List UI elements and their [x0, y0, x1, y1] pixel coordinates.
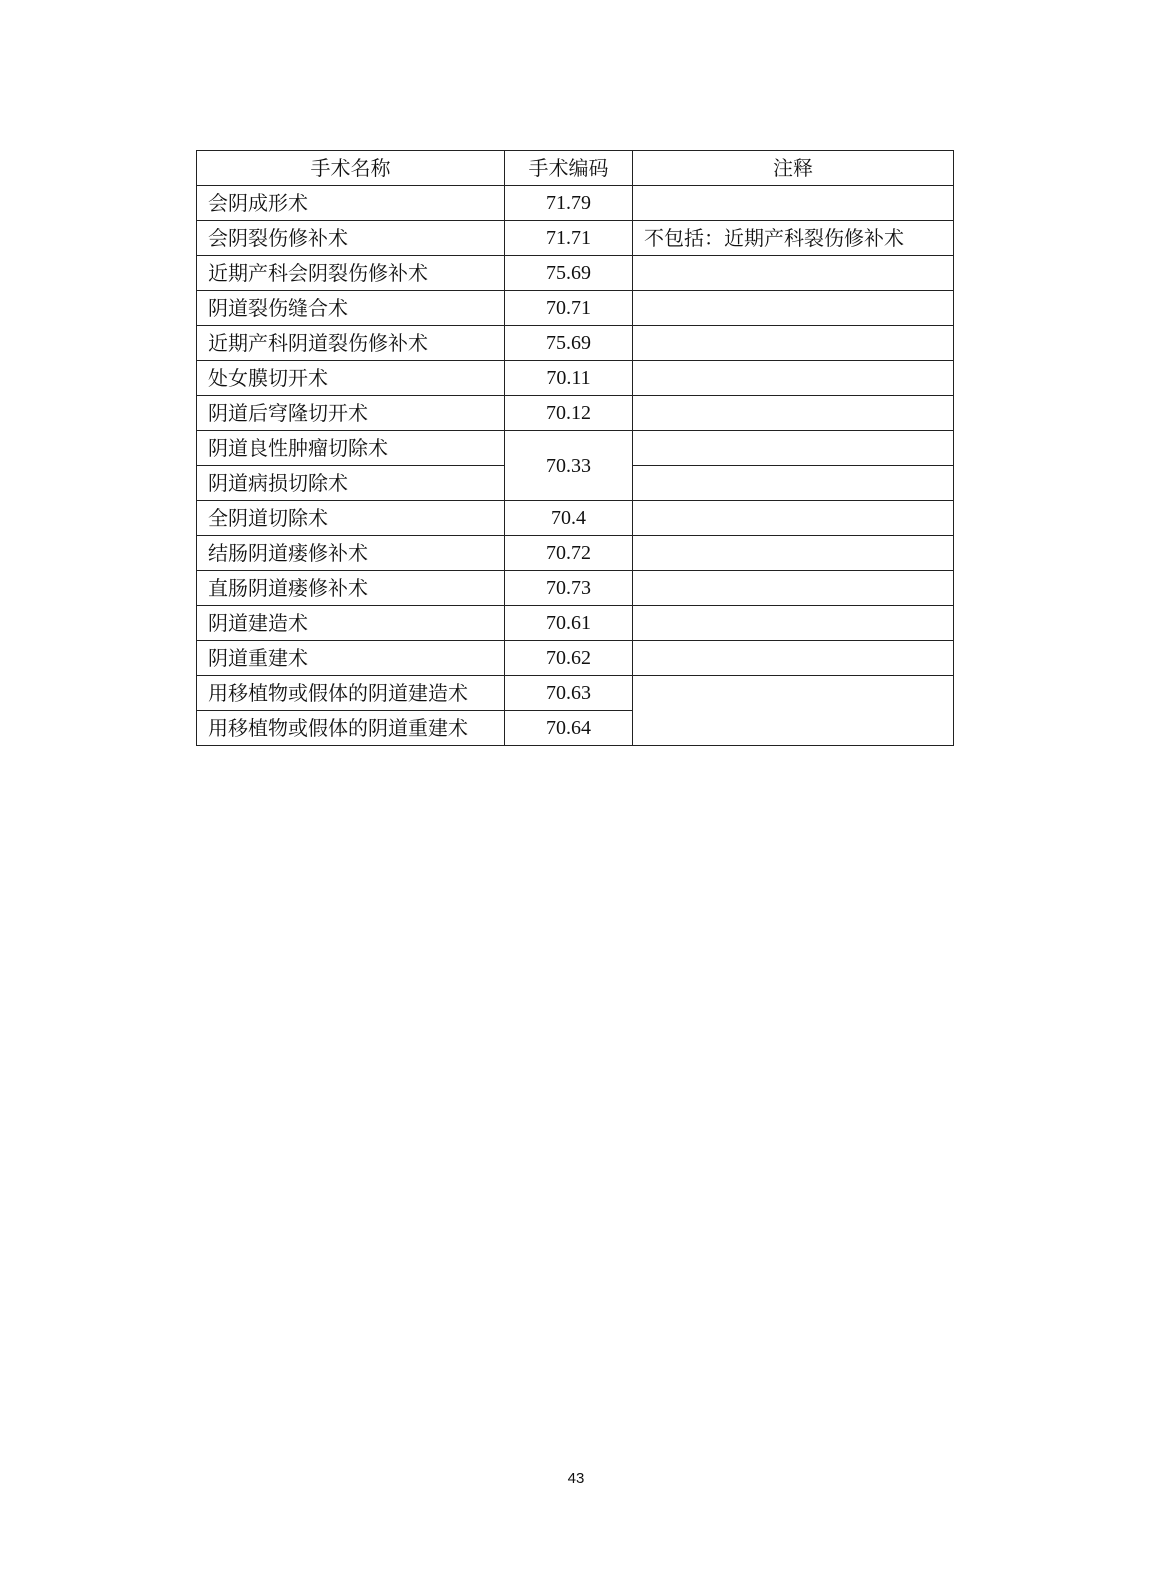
procedure-code-cell: 70.62: [505, 641, 633, 676]
note-cell: [633, 361, 954, 396]
procedure-code-cell: 70.64: [505, 711, 633, 746]
procedure-name-cell: 用移植物或假体的阴道重建术: [197, 711, 505, 746]
note-cell: [633, 256, 954, 291]
note-cell: [633, 396, 954, 431]
procedure-name-cell: 阴道重建术: [197, 641, 505, 676]
procedure-name-cell: 阴道裂伤缝合术: [197, 291, 505, 326]
table-row: [197, 606, 954, 641]
procedure-name-cell: 处女膜切开术: [197, 361, 505, 396]
table-row: [197, 536, 954, 571]
procedure-code-cell: 75.69: [505, 326, 633, 361]
page-number: 43: [567, 1470, 585, 1487]
note-cell: [633, 536, 954, 571]
table-row: [197, 641, 954, 676]
table-row: [197, 361, 954, 396]
note-cell: [633, 466, 954, 501]
procedure-name-cell: 阴道建造术: [197, 606, 505, 641]
procedure-name-cell: 全阴道切除术: [197, 501, 505, 536]
table-row: [197, 326, 954, 361]
note-cell: [633, 571, 954, 606]
procedure-code-cell: 70.73: [505, 571, 633, 606]
table-row: [197, 571, 954, 606]
procedure-code-table: [196, 150, 954, 746]
note-cell: [633, 186, 954, 221]
note-cell-merged: [633, 676, 954, 746]
table-row: [197, 256, 954, 291]
procedure-code-cell: 70.72: [505, 536, 633, 571]
procedure-name-cell: 近期产科阴道裂伤修补术: [197, 326, 505, 361]
procedure-code-cell: 75.69: [505, 256, 633, 291]
procedure-code-cell: 70.12: [505, 396, 633, 431]
table-header-row: [197, 151, 954, 186]
note-cell: [633, 431, 954, 466]
procedure-name-cell: 阴道后穹隆切开术: [197, 396, 505, 431]
procedure-name-cell: 结肠阴道瘘修补术: [197, 536, 505, 571]
procedure-code-cell: 70.63: [505, 676, 633, 711]
note-cell: [633, 606, 954, 641]
note-cell: 不包括：近期产科裂伤修补术: [633, 221, 954, 256]
note-cell: [633, 641, 954, 676]
header-procedure-name: 手术名称: [197, 151, 505, 186]
procedure-code-cell: 70.61: [505, 606, 633, 641]
procedure-name-cell: 直肠阴道瘘修补术: [197, 571, 505, 606]
table-row: [197, 186, 954, 221]
header-note: 注释: [633, 151, 954, 186]
procedure-name-cell: 近期产科会阴裂伤修补术: [197, 256, 505, 291]
procedure-name-cell: 阴道良性肿瘤切除术: [197, 431, 505, 466]
table-row: [197, 676, 954, 711]
procedure-name-cell: 会阴裂伤修补术: [197, 221, 505, 256]
procedure-code-cell: 71.71: [505, 221, 633, 256]
procedure-code-cell: 70.4: [505, 501, 633, 536]
procedure-name-cell: 用移植物或假体的阴道建造术: [197, 676, 505, 711]
note-cell: [633, 291, 954, 326]
procedure-code-cell: 71.79: [505, 186, 633, 221]
table-row: [197, 431, 954, 466]
table-row: [197, 291, 954, 326]
note-cell: [633, 501, 954, 536]
header-procedure-code: 手术编码: [505, 151, 633, 186]
table-row: [197, 221, 954, 256]
note-cell: [633, 326, 954, 361]
table-row: [197, 501, 954, 536]
table-row: [197, 396, 954, 431]
procedure-name-cell: 阴道病损切除术: [197, 466, 505, 501]
procedure-code-cell-merged: 70.33: [505, 431, 633, 501]
procedure-code-cell: 70.71: [505, 291, 633, 326]
procedure-name-cell: 会阴成形术: [197, 186, 505, 221]
procedure-code-cell: 70.11: [505, 361, 633, 396]
